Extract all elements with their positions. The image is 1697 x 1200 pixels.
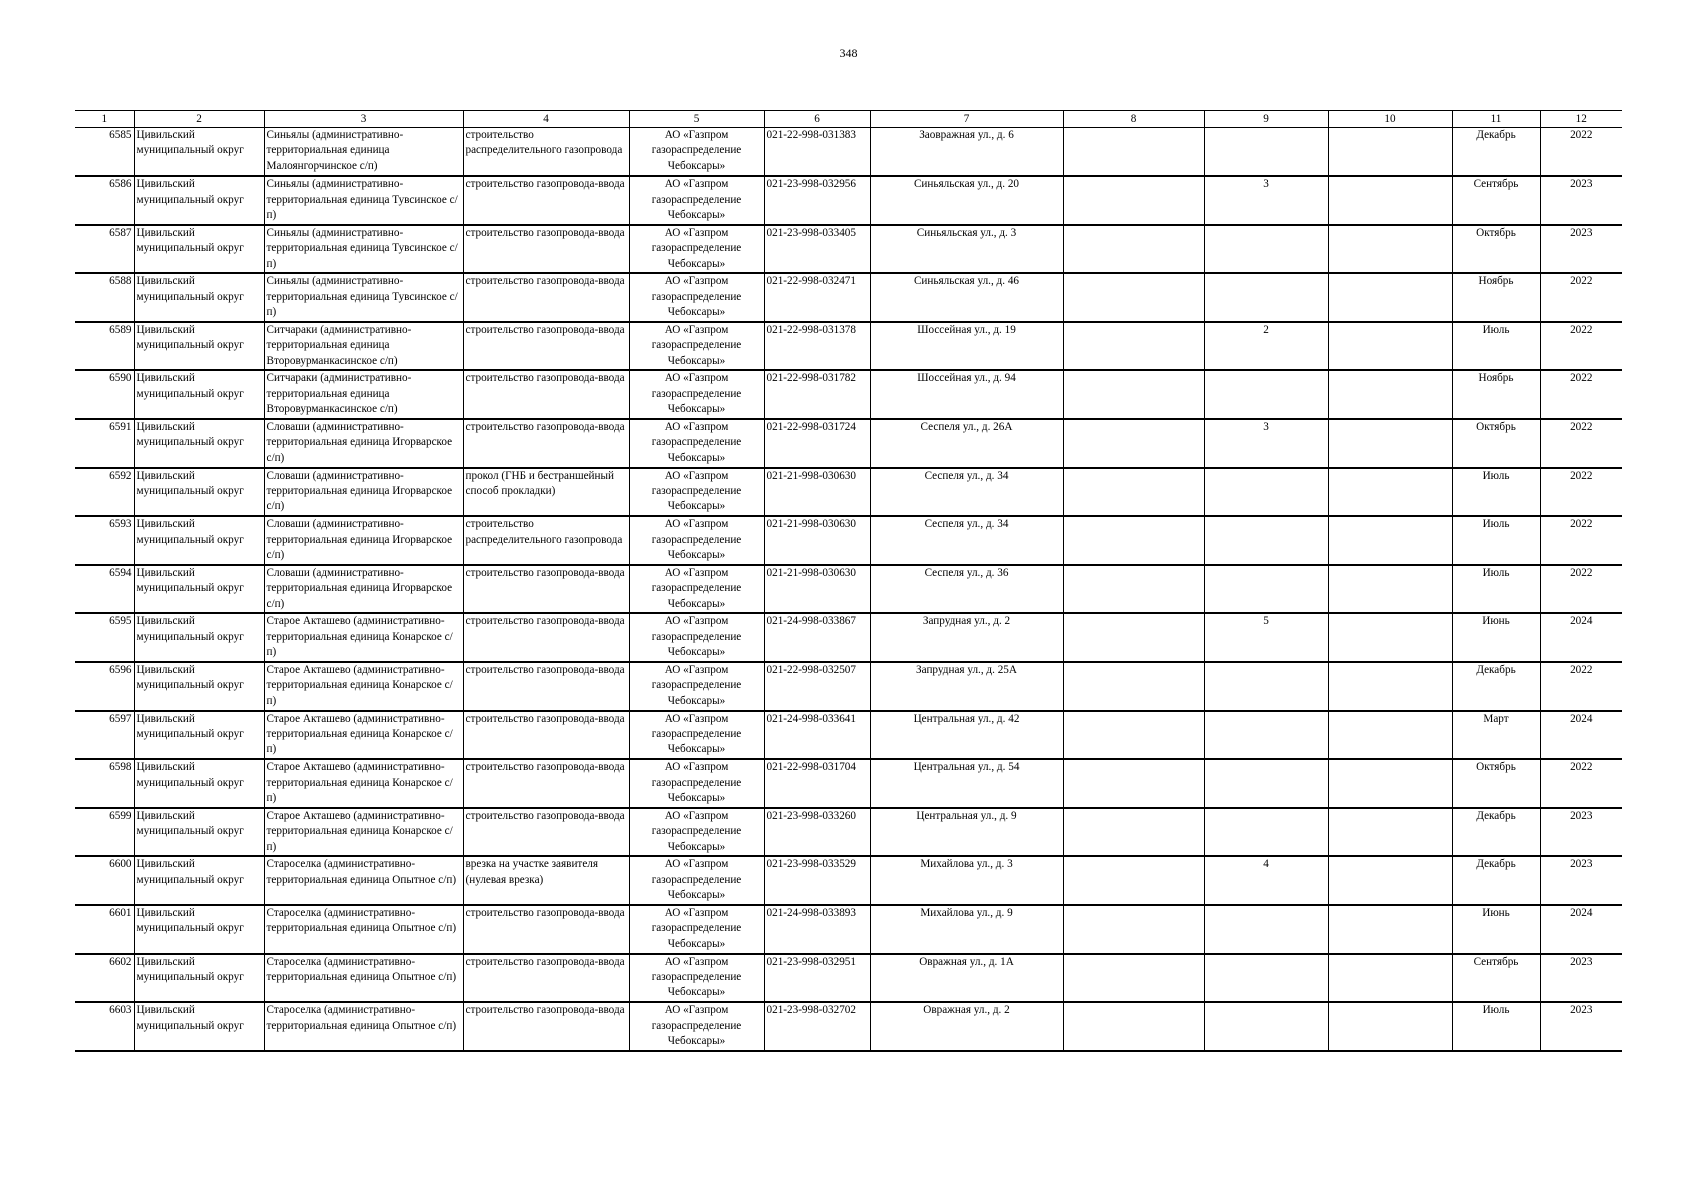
column-8-cell [1063, 468, 1204, 517]
column-9-cell [1204, 808, 1328, 857]
column-9-cell [1204, 273, 1328, 322]
column-10-cell [1328, 759, 1452, 808]
settlement-cell: Словаши (административно-территориальная единица Игорварское с/п) [264, 565, 463, 614]
column-10-cell [1328, 662, 1452, 711]
column-9-cell [1204, 954, 1328, 1003]
row-number: 6587 [75, 225, 134, 274]
registry-code-cell: 021-24-998-033867 [764, 613, 870, 662]
registry-code-cell: 021-24-998-033893 [764, 905, 870, 954]
month-cell: Ноябрь [1452, 273, 1540, 322]
district-cell: Цивильский муниципальный округ [134, 176, 264, 225]
organization-cell: АО «Газпром газораспределение Чебоксары» [629, 273, 764, 322]
table-row [75, 808, 1622, 857]
settlement-cell: Словаши (административно-территориальная единица Игорварское с/п) [264, 516, 463, 565]
column-8-cell [1063, 322, 1204, 371]
address-cell: Центральная ул., д. 42 [870, 711, 1063, 760]
year-cell: 2022 [1540, 759, 1622, 808]
year-cell: 2023 [1540, 176, 1622, 225]
table-row [75, 759, 1622, 808]
column-9-cell [1204, 468, 1328, 517]
work-type-cell: врезка на участке заявителя (нулевая врезка) [463, 856, 629, 905]
month-cell: Июль [1452, 322, 1540, 371]
month-cell: Июль [1452, 468, 1540, 517]
row-number: 6594 [75, 565, 134, 614]
column-8-cell [1063, 516, 1204, 565]
table-row [75, 322, 1622, 371]
column-9-cell: 3 [1204, 176, 1328, 225]
month-cell: Ноябрь [1452, 370, 1540, 419]
column-header-5: 5 [629, 111, 764, 128]
column-10-cell [1328, 322, 1452, 371]
work-type-cell: строительство газопровода-ввода [463, 225, 629, 274]
register-table [75, 110, 1622, 1052]
work-type-cell: строительство газопровода-ввода [463, 176, 629, 225]
row-number: 6603 [75, 1002, 134, 1051]
address-cell: Синьяльская ул., д. 3 [870, 225, 1063, 274]
registry-code-cell: 021-21-998-030630 [764, 516, 870, 565]
registry-code-cell: 021-22-998-031383 [764, 128, 870, 177]
organization-cell: АО «Газпром газораспределение Чебоксары» [629, 565, 764, 614]
settlement-cell: Ситчараки (административно-территориальная единица Второвурманкасинское с/п) [264, 370, 463, 419]
table-row [75, 273, 1622, 322]
header-row [75, 111, 1622, 128]
work-type-cell: строительство газопровода-ввода [463, 711, 629, 760]
column-8-cell [1063, 273, 1204, 322]
table-row [75, 662, 1622, 711]
month-cell: Июнь [1452, 613, 1540, 662]
column-8-cell [1063, 711, 1204, 760]
registry-code-cell: 021-23-998-032956 [764, 176, 870, 225]
row-number: 6595 [75, 613, 134, 662]
settlement-cell: Старое Акташево (административно-территориальная единица Конарское с/п) [264, 613, 463, 662]
row-number: 6592 [75, 468, 134, 517]
work-type-cell: строительство газопровода-ввода [463, 273, 629, 322]
table-row [75, 905, 1622, 954]
row-number: 6602 [75, 954, 134, 1003]
registry-code-cell: 021-22-998-031378 [764, 322, 870, 371]
column-8-cell [1063, 370, 1204, 419]
district-cell: Цивильский муниципальный округ [134, 759, 264, 808]
district-cell: Цивильский муниципальный округ [134, 128, 264, 177]
district-cell: Цивильский муниципальный округ [134, 273, 264, 322]
settlement-cell: Староселка (административно-территориальная единица Опытное с/п) [264, 905, 463, 954]
column-8-cell [1063, 613, 1204, 662]
district-cell: Цивильский муниципальный округ [134, 419, 264, 468]
settlement-cell: Синьялы (административно-территориальная единица Малоянгорчинское с/п) [264, 128, 463, 177]
year-cell: 2022 [1540, 662, 1622, 711]
registry-code-cell: 021-22-998-032507 [764, 662, 870, 711]
table-row [75, 128, 1622, 177]
work-type-cell: строительство газопровода-ввода [463, 419, 629, 468]
district-cell: Цивильский муниципальный округ [134, 613, 264, 662]
column-9-cell [1204, 711, 1328, 760]
work-type-cell: строительство газопровода-ввода [463, 322, 629, 371]
month-cell: Март [1452, 711, 1540, 760]
year-cell: 2023 [1540, 225, 1622, 274]
column-8-cell [1063, 759, 1204, 808]
registry-code-cell: 021-22-998-031704 [764, 759, 870, 808]
registry-code-cell: 021-23-998-032702 [764, 1002, 870, 1051]
settlement-cell: Синьялы (административно-территориальная единица Тувсинское с/п) [264, 176, 463, 225]
row-number: 6588 [75, 273, 134, 322]
organization-cell: АО «Газпром газораспределение Чебоксары» [629, 1002, 764, 1051]
district-cell: Цивильский муниципальный округ [134, 662, 264, 711]
organization-cell: АО «Газпром газораспределение Чебоксары» [629, 856, 764, 905]
column-header-4: 4 [463, 111, 629, 128]
address-cell: Сеспеля ул., д. 34 [870, 516, 1063, 565]
year-cell: 2023 [1540, 954, 1622, 1003]
address-cell: Овражная ул., д. 2 [870, 1002, 1063, 1051]
column-8-cell [1063, 176, 1204, 225]
district-cell: Цивильский муниципальный округ [134, 516, 264, 565]
month-cell: Сентябрь [1452, 954, 1540, 1003]
organization-cell: АО «Газпром газораспределение Чебоксары» [629, 322, 764, 371]
column-8-cell [1063, 225, 1204, 274]
work-type-cell: строительство распределительного газопровода [463, 128, 629, 177]
address-cell: Сеспеля ул., д. 26А [870, 419, 1063, 468]
organization-cell: АО «Газпром газораспределение Чебоксары» [629, 516, 764, 565]
row-number: 6600 [75, 856, 134, 905]
registry-code-cell: 021-24-998-033641 [764, 711, 870, 760]
table-row [75, 565, 1622, 614]
column-10-cell [1328, 225, 1452, 274]
year-cell: 2022 [1540, 419, 1622, 468]
address-cell: Михайлова ул., д. 3 [870, 856, 1063, 905]
column-10-cell [1328, 954, 1452, 1003]
table-row [75, 468, 1622, 517]
column-10-cell [1328, 711, 1452, 760]
district-cell: Цивильский муниципальный округ [134, 711, 264, 760]
column-8-cell [1063, 905, 1204, 954]
column-10-cell [1328, 128, 1452, 177]
column-header-8: 8 [1063, 111, 1204, 128]
work-type-cell: строительство газопровода-ввода [463, 370, 629, 419]
column-header-10: 10 [1328, 111, 1452, 128]
district-cell: Цивильский муниципальный округ [134, 225, 264, 274]
table-body [75, 128, 1622, 1051]
work-type-cell: прокол (ГНБ и бестраншейный способ прокладки) [463, 468, 629, 517]
column-8-cell [1063, 808, 1204, 857]
address-cell: Синьяльская ул., д. 20 [870, 176, 1063, 225]
address-cell: Центральная ул., д. 54 [870, 759, 1063, 808]
address-cell: Шоссейная ул., д. 19 [870, 322, 1063, 371]
column-9-cell [1204, 516, 1328, 565]
address-cell: Запрудная ул., д. 25А [870, 662, 1063, 711]
year-cell: 2022 [1540, 322, 1622, 371]
row-number: 6585 [75, 128, 134, 177]
table-row [75, 613, 1622, 662]
district-cell: Цивильский муниципальный округ [134, 565, 264, 614]
table-row [75, 1002, 1622, 1051]
work-type-cell: строительство газопровода-ввода [463, 808, 629, 857]
table-row [75, 711, 1622, 760]
year-cell: 2022 [1540, 468, 1622, 517]
registry-code-cell: 021-22-998-031782 [764, 370, 870, 419]
column-10-cell [1328, 856, 1452, 905]
organization-cell: АО «Газпром газораспределение Чебоксары» [629, 808, 764, 857]
year-cell: 2022 [1540, 370, 1622, 419]
address-cell: Шоссейная ул., д. 94 [870, 370, 1063, 419]
organization-cell: АО «Газпром газораспределение Чебоксары» [629, 370, 764, 419]
column-header-6: 6 [764, 111, 870, 128]
column-9-cell [1204, 225, 1328, 274]
settlement-cell: Синьялы (административно-территориальная единица Тувсинское с/п) [264, 273, 463, 322]
settlement-cell: Словаши (административно-территориальная единица Игорварское с/п) [264, 468, 463, 517]
month-cell: Декабрь [1452, 662, 1540, 711]
column-10-cell [1328, 468, 1452, 517]
work-type-cell: строительство газопровода-ввода [463, 565, 629, 614]
row-number: 6597 [75, 711, 134, 760]
organization-cell: АО «Газпром газораспределение Чебоксары» [629, 662, 764, 711]
organization-cell: АО «Газпром газораспределение Чебоксары» [629, 128, 764, 177]
address-cell: Заовражная ул., д. 6 [870, 128, 1063, 177]
column-10-cell [1328, 565, 1452, 614]
column-8-cell [1063, 128, 1204, 177]
table-row [75, 419, 1622, 468]
column-header-12: 12 [1540, 111, 1622, 128]
work-type-cell: строительство газопровода-ввода [463, 1002, 629, 1051]
month-cell: Декабрь [1452, 128, 1540, 177]
district-cell: Цивильский муниципальный округ [134, 322, 264, 371]
settlement-cell: Староселка (административно-территориальная единица Опытное с/п) [264, 954, 463, 1003]
column-9-cell [1204, 128, 1328, 177]
year-cell: 2023 [1540, 856, 1622, 905]
work-type-cell: строительство распределительного газопровода [463, 516, 629, 565]
work-type-cell: строительство газопровода-ввода [463, 662, 629, 711]
address-cell: Овражная ул., д. 1А [870, 954, 1063, 1003]
table-row [75, 225, 1622, 274]
registry-code-cell: 021-23-998-032951 [764, 954, 870, 1003]
month-cell: Октябрь [1452, 759, 1540, 808]
registry-code-cell: 021-22-998-032471 [764, 273, 870, 322]
registry-code-cell: 021-23-998-033529 [764, 856, 870, 905]
column-8-cell [1063, 954, 1204, 1003]
table-row [75, 856, 1622, 905]
month-cell: Июль [1452, 516, 1540, 565]
registry-code-cell: 021-23-998-033260 [764, 808, 870, 857]
settlement-cell: Ситчараки (административно-территориальная единица Второвурманкасинское с/п) [264, 322, 463, 371]
column-9-cell [1204, 662, 1328, 711]
table-row [75, 176, 1622, 225]
organization-cell: АО «Газпром газораспределение Чебоксары» [629, 468, 764, 517]
organization-cell: АО «Газпром газораспределение Чебоксары» [629, 905, 764, 954]
year-cell: 2023 [1540, 808, 1622, 857]
organization-cell: АО «Газпром газораспределение Чебоксары» [629, 954, 764, 1003]
month-cell: Октябрь [1452, 419, 1540, 468]
column-10-cell [1328, 419, 1452, 468]
row-number: 6590 [75, 370, 134, 419]
work-type-cell: строительство газопровода-ввода [463, 759, 629, 808]
column-8-cell [1063, 565, 1204, 614]
column-header-11: 11 [1452, 111, 1540, 128]
organization-cell: АО «Газпром газораспределение Чебоксары» [629, 176, 764, 225]
column-10-cell [1328, 176, 1452, 225]
district-cell: Цивильский муниципальный округ [134, 856, 264, 905]
work-type-cell: строительство газопровода-ввода [463, 613, 629, 662]
district-cell: Цивильский муниципальный округ [134, 808, 264, 857]
registry-code-cell: 021-21-998-030630 [764, 565, 870, 614]
year-cell: 2022 [1540, 128, 1622, 177]
settlement-cell: Старое Акташево (административно-территориальная единица Конарское с/п) [264, 759, 463, 808]
address-cell: Сеспеля ул., д. 34 [870, 468, 1063, 517]
column-9-cell [1204, 905, 1328, 954]
organization-cell: АО «Газпром газораспределение Чебоксары» [629, 613, 764, 662]
row-number: 6586 [75, 176, 134, 225]
column-9-cell: 5 [1204, 613, 1328, 662]
year-cell: 2024 [1540, 905, 1622, 954]
column-10-cell [1328, 273, 1452, 322]
registry-code-cell: 021-22-998-031724 [764, 419, 870, 468]
row-number: 6601 [75, 905, 134, 954]
column-9-cell: 4 [1204, 856, 1328, 905]
table-row [75, 370, 1622, 419]
column-8-cell [1063, 1002, 1204, 1051]
column-9-cell [1204, 370, 1328, 419]
column-header-1: 1 [75, 111, 134, 128]
month-cell: Октябрь [1452, 225, 1540, 274]
column-8-cell [1063, 419, 1204, 468]
settlement-cell: Словаши (административно-территориальная единица Игорварское с/п) [264, 419, 463, 468]
settlement-cell: Старое Акташево (административно-территориальная единица Конарское с/п) [264, 808, 463, 857]
row-number: 6596 [75, 662, 134, 711]
settlement-cell: Синьялы (административно-территориальная единица Тувсинское с/п) [264, 225, 463, 274]
work-type-cell: строительство газопровода-ввода [463, 954, 629, 1003]
month-cell: Июль [1452, 1002, 1540, 1051]
column-9-cell [1204, 759, 1328, 808]
table-header [75, 111, 1622, 128]
address-cell: Запрудная ул., д. 2 [870, 613, 1063, 662]
column-header-2: 2 [134, 111, 264, 128]
column-9-cell [1204, 1002, 1328, 1051]
address-cell: Сеспеля ул., д. 36 [870, 565, 1063, 614]
column-8-cell [1063, 856, 1204, 905]
settlement-cell: Староселка (административно-территориальная единица Опытное с/п) [264, 856, 463, 905]
column-header-9: 9 [1204, 111, 1328, 128]
month-cell: Сентябрь [1452, 176, 1540, 225]
settlement-cell: Старое Акташево (административно-территориальная единица Конарское с/п) [264, 662, 463, 711]
district-cell: Цивильский муниципальный округ [134, 954, 264, 1003]
settlement-cell: Староселка (административно-территориальная единица Опытное с/п) [264, 1002, 463, 1051]
month-cell: Декабрь [1452, 856, 1540, 905]
work-type-cell: строительство газопровода-ввода [463, 905, 629, 954]
year-cell: 2024 [1540, 613, 1622, 662]
year-cell: 2024 [1540, 711, 1622, 760]
column-header-7: 7 [870, 111, 1063, 128]
address-cell: Синьяльская ул., д. 46 [870, 273, 1063, 322]
month-cell: Июнь [1452, 905, 1540, 954]
row-number: 6591 [75, 419, 134, 468]
district-cell: Цивильский муниципальный округ [134, 1002, 264, 1051]
column-10-cell [1328, 613, 1452, 662]
district-cell: Цивильский муниципальный округ [134, 468, 264, 517]
settlement-cell: Старое Акташево (административно-территориальная единица Конарское с/п) [264, 711, 463, 760]
registry-code-cell: 021-23-998-033405 [764, 225, 870, 274]
row-number: 6599 [75, 808, 134, 857]
organization-cell: АО «Газпром газораспределение Чебоксары» [629, 759, 764, 808]
row-number: 6593 [75, 516, 134, 565]
column-10-cell [1328, 370, 1452, 419]
column-10-cell [1328, 516, 1452, 565]
table-row [75, 516, 1622, 565]
column-9-cell: 2 [1204, 322, 1328, 371]
row-number: 6598 [75, 759, 134, 808]
year-cell: 2022 [1540, 565, 1622, 614]
table-row [75, 954, 1622, 1003]
column-10-cell [1328, 1002, 1452, 1051]
organization-cell: АО «Газпром газораспределение Чебоксары» [629, 419, 764, 468]
address-cell: Центральная ул., д. 9 [870, 808, 1063, 857]
district-cell: Цивильский муниципальный округ [134, 370, 264, 419]
column-9-cell [1204, 565, 1328, 614]
column-10-cell [1328, 905, 1452, 954]
column-header-3: 3 [264, 111, 463, 128]
month-cell: Июль [1452, 565, 1540, 614]
organization-cell: АО «Газпром газораспределение Чебоксары» [629, 225, 764, 274]
column-10-cell [1328, 808, 1452, 857]
organization-cell: АО «Газпром газораспределение Чебоксары» [629, 711, 764, 760]
year-cell: 2022 [1540, 516, 1622, 565]
page-number: 348 [839, 46, 858, 60]
row-number: 6589 [75, 322, 134, 371]
registry-code-cell: 021-21-998-030630 [764, 468, 870, 517]
column-8-cell [1063, 662, 1204, 711]
district-cell: Цивильский муниципальный округ [134, 905, 264, 954]
year-cell: 2022 [1540, 273, 1622, 322]
column-9-cell: 3 [1204, 419, 1328, 468]
address-cell: Михайлова ул., д. 9 [870, 905, 1063, 954]
year-cell: 2023 [1540, 1002, 1622, 1051]
month-cell: Декабрь [1452, 808, 1540, 857]
